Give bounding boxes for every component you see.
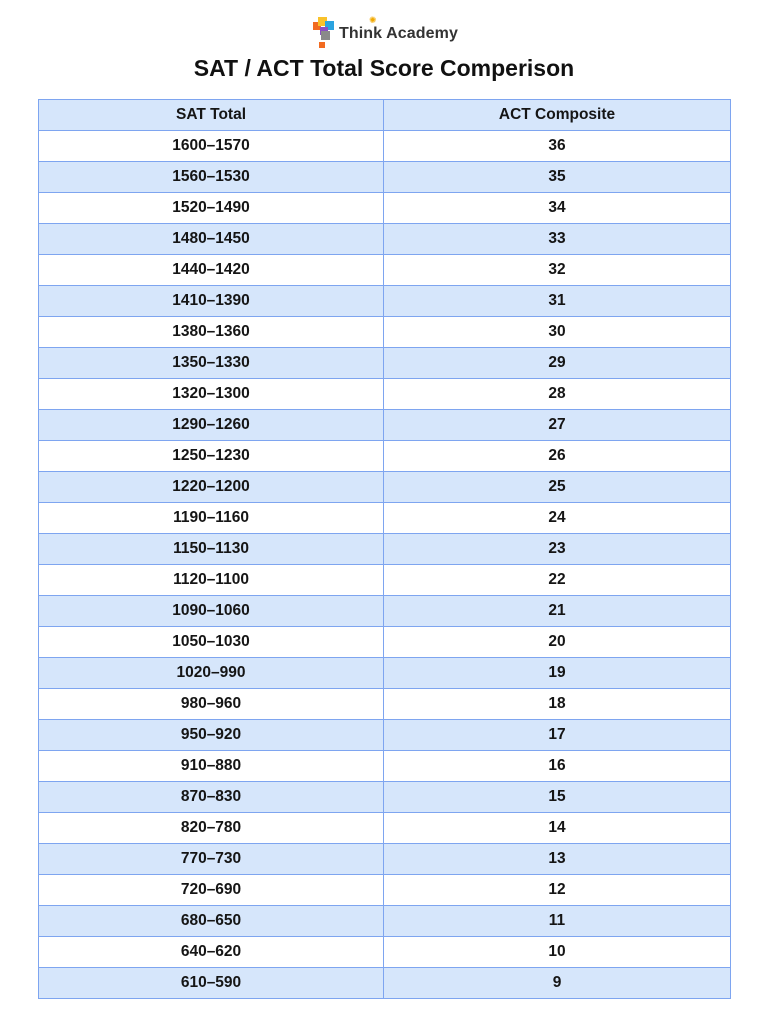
act-score-cell: 23 <box>384 534 731 565</box>
table-row <box>39 131 731 162</box>
sat-range-cell: 910–880 <box>39 751 384 782</box>
sat-range-cell: 1250–1230 <box>39 441 384 472</box>
act-score-cell: 31 <box>384 286 731 317</box>
act-score-cell: 20 <box>384 627 731 658</box>
act-score-cell: 15 <box>384 782 731 813</box>
sat-range-cell: 1020–990 <box>39 658 384 689</box>
act-score-cell: 13 <box>384 844 731 875</box>
table-row <box>39 348 731 379</box>
table-row <box>39 720 731 751</box>
table-row <box>39 627 731 658</box>
act-score-cell: 27 <box>384 410 731 441</box>
table-row <box>39 658 731 689</box>
brand-name <box>339 15 458 43</box>
act-score-cell: 10 <box>384 937 731 968</box>
table-row <box>39 472 731 503</box>
table-row <box>39 968 731 999</box>
act-score-cell: 33 <box>384 224 731 255</box>
table-row <box>39 317 731 348</box>
table-row <box>39 751 731 782</box>
sat-range-cell: 1320–1300 <box>39 379 384 410</box>
sat-range-cell: 1380–1360 <box>39 317 384 348</box>
sat-range-cell: 1440–1420 <box>39 255 384 286</box>
table-row <box>39 689 731 720</box>
act-score-cell: 22 <box>384 565 731 596</box>
act-score-cell: 35 <box>384 162 731 193</box>
sat-range-cell: 1090–1060 <box>39 596 384 627</box>
sat-range-cell: 1190–1160 <box>39 503 384 534</box>
sat-range-cell: 1050–1030 <box>39 627 384 658</box>
table-row <box>39 193 731 224</box>
table-row <box>39 379 731 410</box>
lightbulb-icon: ✺ <box>369 15 377 25</box>
act-score-cell: 32 <box>384 255 731 286</box>
sat-range-cell: 870–830 <box>39 782 384 813</box>
act-score-cell: 14 <box>384 813 731 844</box>
sat-range-cell: 1600–1570 <box>39 131 384 162</box>
table-row <box>39 534 731 565</box>
act-score-cell: 24 <box>384 503 731 534</box>
sat-range-cell: 1290–1260 <box>39 410 384 441</box>
act-score-cell: 26 <box>384 441 731 472</box>
table-row <box>39 813 731 844</box>
sat-range-cell: 1150–1130 <box>39 534 384 565</box>
think-academy-logo <box>313 16 458 50</box>
act-score-cell: 17 <box>384 720 731 751</box>
page-title: SAT / ACT Total Score Comperison <box>193 55 575 81</box>
table-row <box>39 565 731 596</box>
sat-range-cell: 720–690 <box>39 875 384 906</box>
table-row <box>39 782 731 813</box>
act-score-cell: 29 <box>384 348 731 379</box>
table-row <box>39 596 731 627</box>
table-row <box>39 441 731 472</box>
sat-range-cell: 1480–1450 <box>39 224 384 255</box>
act-score-cell: 19 <box>384 658 731 689</box>
act-score-cell: 12 <box>384 875 731 906</box>
act-score-cell: 28 <box>384 379 731 410</box>
act-score-cell: 9 <box>384 968 731 999</box>
sat-range-cell: 980–960 <box>39 689 384 720</box>
sat-range-cell: 1520–1490 <box>39 193 384 224</box>
act-score-cell: 25 <box>384 472 731 503</box>
act-score-cell: 11 <box>384 906 731 937</box>
act-score-cell: 34 <box>384 193 731 224</box>
act-score-cell: 21 <box>384 596 731 627</box>
sat-range-cell: 1120–1100 <box>39 565 384 596</box>
header-sat-total: SAT Total <box>39 100 384 131</box>
act-score-cell: 18 <box>384 689 731 720</box>
sat-range-cell: 1410–1390 <box>39 286 384 317</box>
act-score-cell: 36 <box>384 131 731 162</box>
act-score-cell: 16 <box>384 751 731 782</box>
header-act-composite: ACT Composite <box>384 100 731 131</box>
sat-range-cell: 610–590 <box>39 968 384 999</box>
brand-name-text: Think Academy <box>339 25 458 42</box>
sat-range-cell: 1350–1330 <box>39 348 384 379</box>
sat-range-cell: 1220–1200 <box>39 472 384 503</box>
table-row <box>39 162 731 193</box>
sat-range-cell: 770–730 <box>39 844 384 875</box>
table-row <box>39 937 731 968</box>
sat-range-cell: 680–650 <box>39 906 384 937</box>
table-row <box>39 875 731 906</box>
sat-range-cell: 950–920 <box>39 720 384 751</box>
table-row <box>39 410 731 441</box>
table-row <box>39 224 731 255</box>
table-row <box>39 844 731 875</box>
table-row <box>39 906 731 937</box>
sat-range-cell: 820–780 <box>39 813 384 844</box>
act-score-cell: 30 <box>384 317 731 348</box>
logo-mark-icon <box>313 17 335 49</box>
table-row <box>39 255 731 286</box>
sat-range-cell: 640–620 <box>39 937 384 968</box>
sat-range-cell: 1560–1530 <box>39 162 384 193</box>
table-row <box>39 286 731 317</box>
score-comparison-table <box>38 99 731 999</box>
table-row <box>39 503 731 534</box>
table-header-row <box>39 100 731 131</box>
